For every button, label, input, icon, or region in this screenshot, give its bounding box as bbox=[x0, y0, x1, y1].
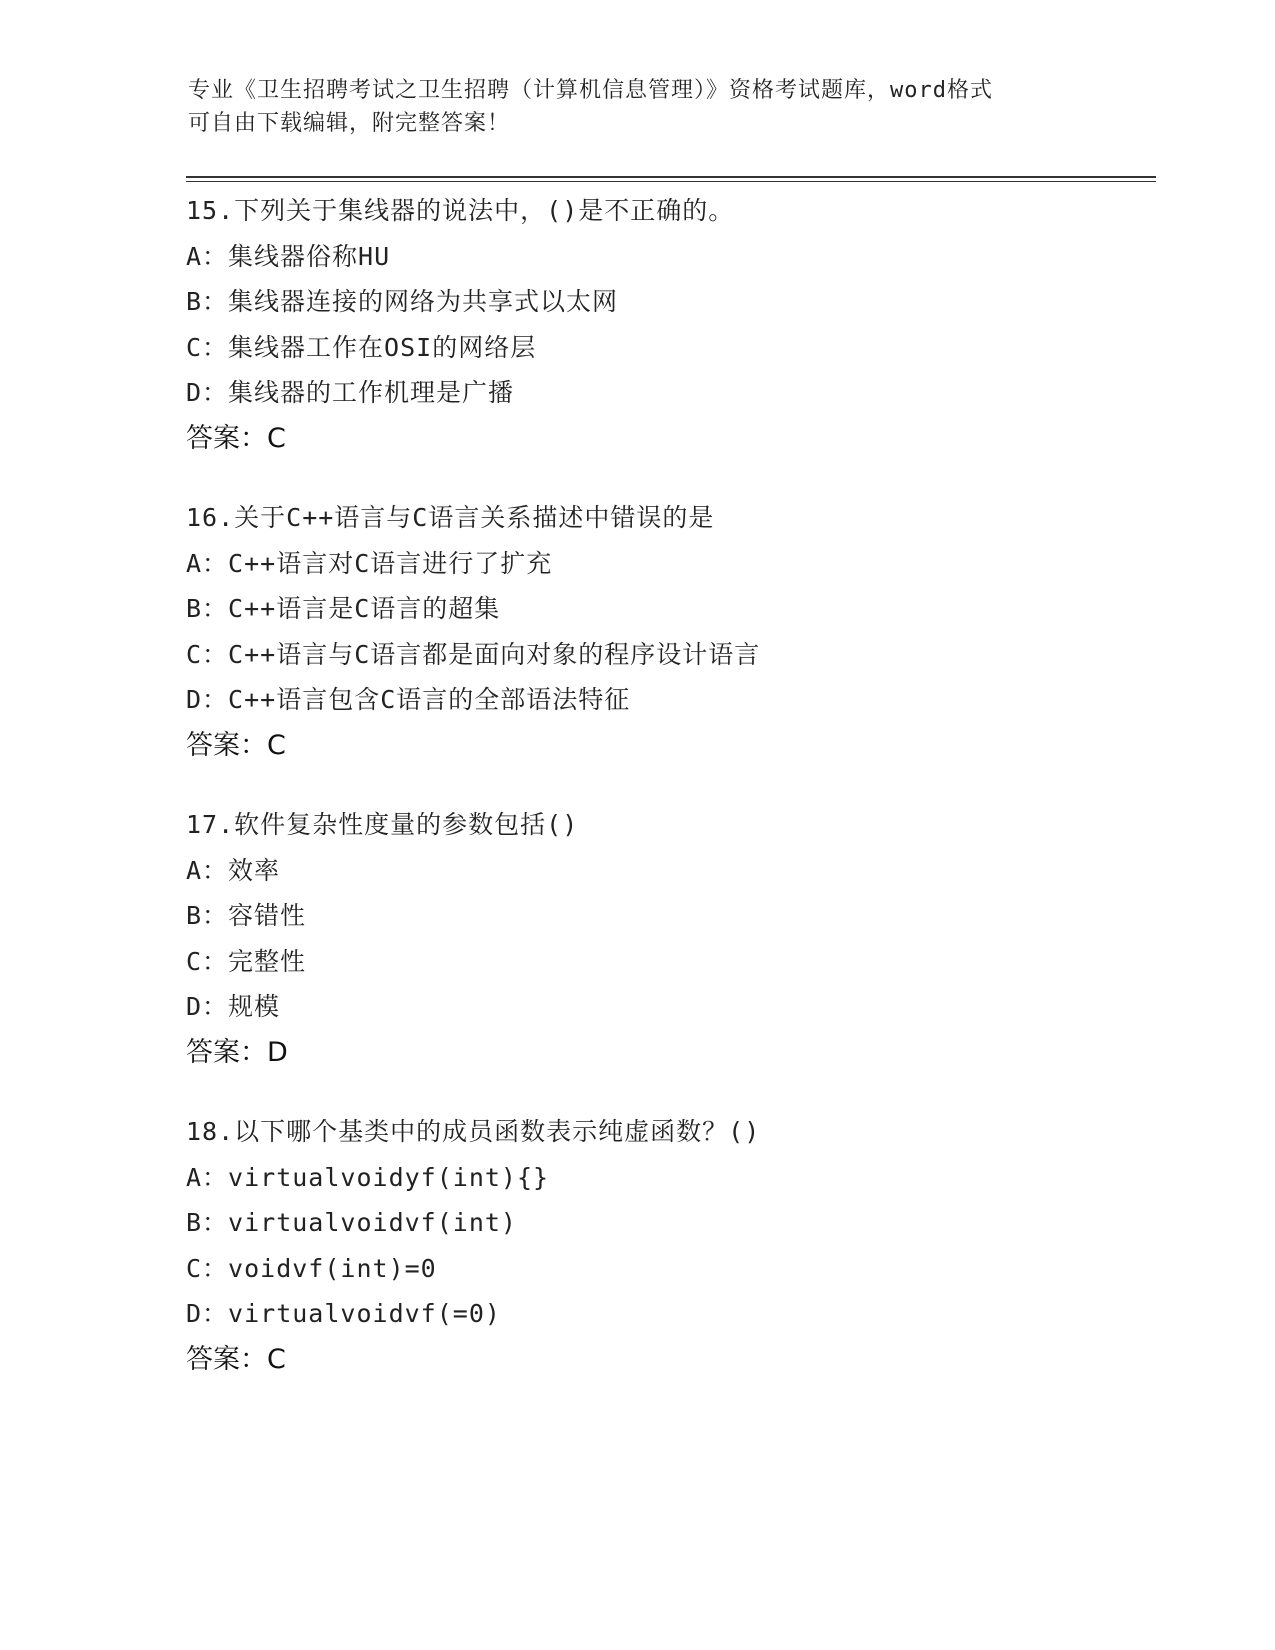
question-stem: 17.软件复杂性度量的参数包括() bbox=[186, 810, 579, 839]
option-d: D：C++语言包含C语言的全部语法特征 bbox=[186, 685, 631, 714]
option-c: C：voidvf(int)=0 bbox=[186, 1253, 437, 1283]
option-a: A：集线器俗称HU bbox=[186, 241, 391, 271]
option-d: D：集线器的工作机理是广播 bbox=[186, 378, 515, 407]
option-c: C：完整性 bbox=[186, 946, 307, 976]
question-18 bbox=[186, 1109, 1186, 1382]
option-a: A：C++语言对C语言进行了扩充 bbox=[186, 548, 553, 578]
header-line-2: 可自由下载编辑，附完整答案！ bbox=[188, 111, 511, 136]
answer-line: 答案：C bbox=[186, 1343, 286, 1375]
option-c: C：集线器工作在OSI的网络层 bbox=[186, 332, 537, 362]
option-b: B：C++语言是C语言的超集 bbox=[186, 594, 501, 623]
option-a: A：virtualvoidyf(int){} bbox=[186, 1162, 550, 1192]
question-16 bbox=[186, 495, 1186, 768]
question-stem: 16.关于C++语言与C语言关系描述中错误的是 bbox=[186, 503, 715, 532]
option-b: B：virtualvoidvf(int) bbox=[186, 1208, 517, 1237]
question-15 bbox=[186, 188, 1186, 461]
option-d: D：virtualvoidvf(=0) bbox=[186, 1299, 501, 1328]
option-b: B：容错性 bbox=[186, 901, 307, 930]
answer-line: 答案：C bbox=[186, 422, 286, 454]
option-a: A：效率 bbox=[186, 855, 281, 885]
header-divider-thick bbox=[186, 176, 1156, 178]
question-stem: 18.以下哪个基类中的成员函数表示纯虚函数？() bbox=[186, 1117, 761, 1146]
header-divider-thin bbox=[186, 181, 1156, 182]
option-c: C：C++语言与C语言都是面向对象的程序设计语言 bbox=[186, 639, 761, 669]
document-header bbox=[188, 74, 1088, 140]
answer-line: 答案：C bbox=[186, 729, 286, 761]
question-17 bbox=[186, 802, 1186, 1075]
header-line-1: 专业《卫生招聘考试之卫生招聘（计算机信息管理）》资格考试题库，word格式 bbox=[188, 78, 993, 103]
question-stem: 15.下列关于集线器的说法中，()是不正确的。 bbox=[186, 196, 735, 225]
answer-line: 答案：D bbox=[186, 1036, 288, 1068]
question-list bbox=[186, 188, 1186, 1416]
option-d: D：规模 bbox=[186, 992, 281, 1021]
option-b: B：集线器连接的网络为共享式以太网 bbox=[186, 287, 619, 316]
